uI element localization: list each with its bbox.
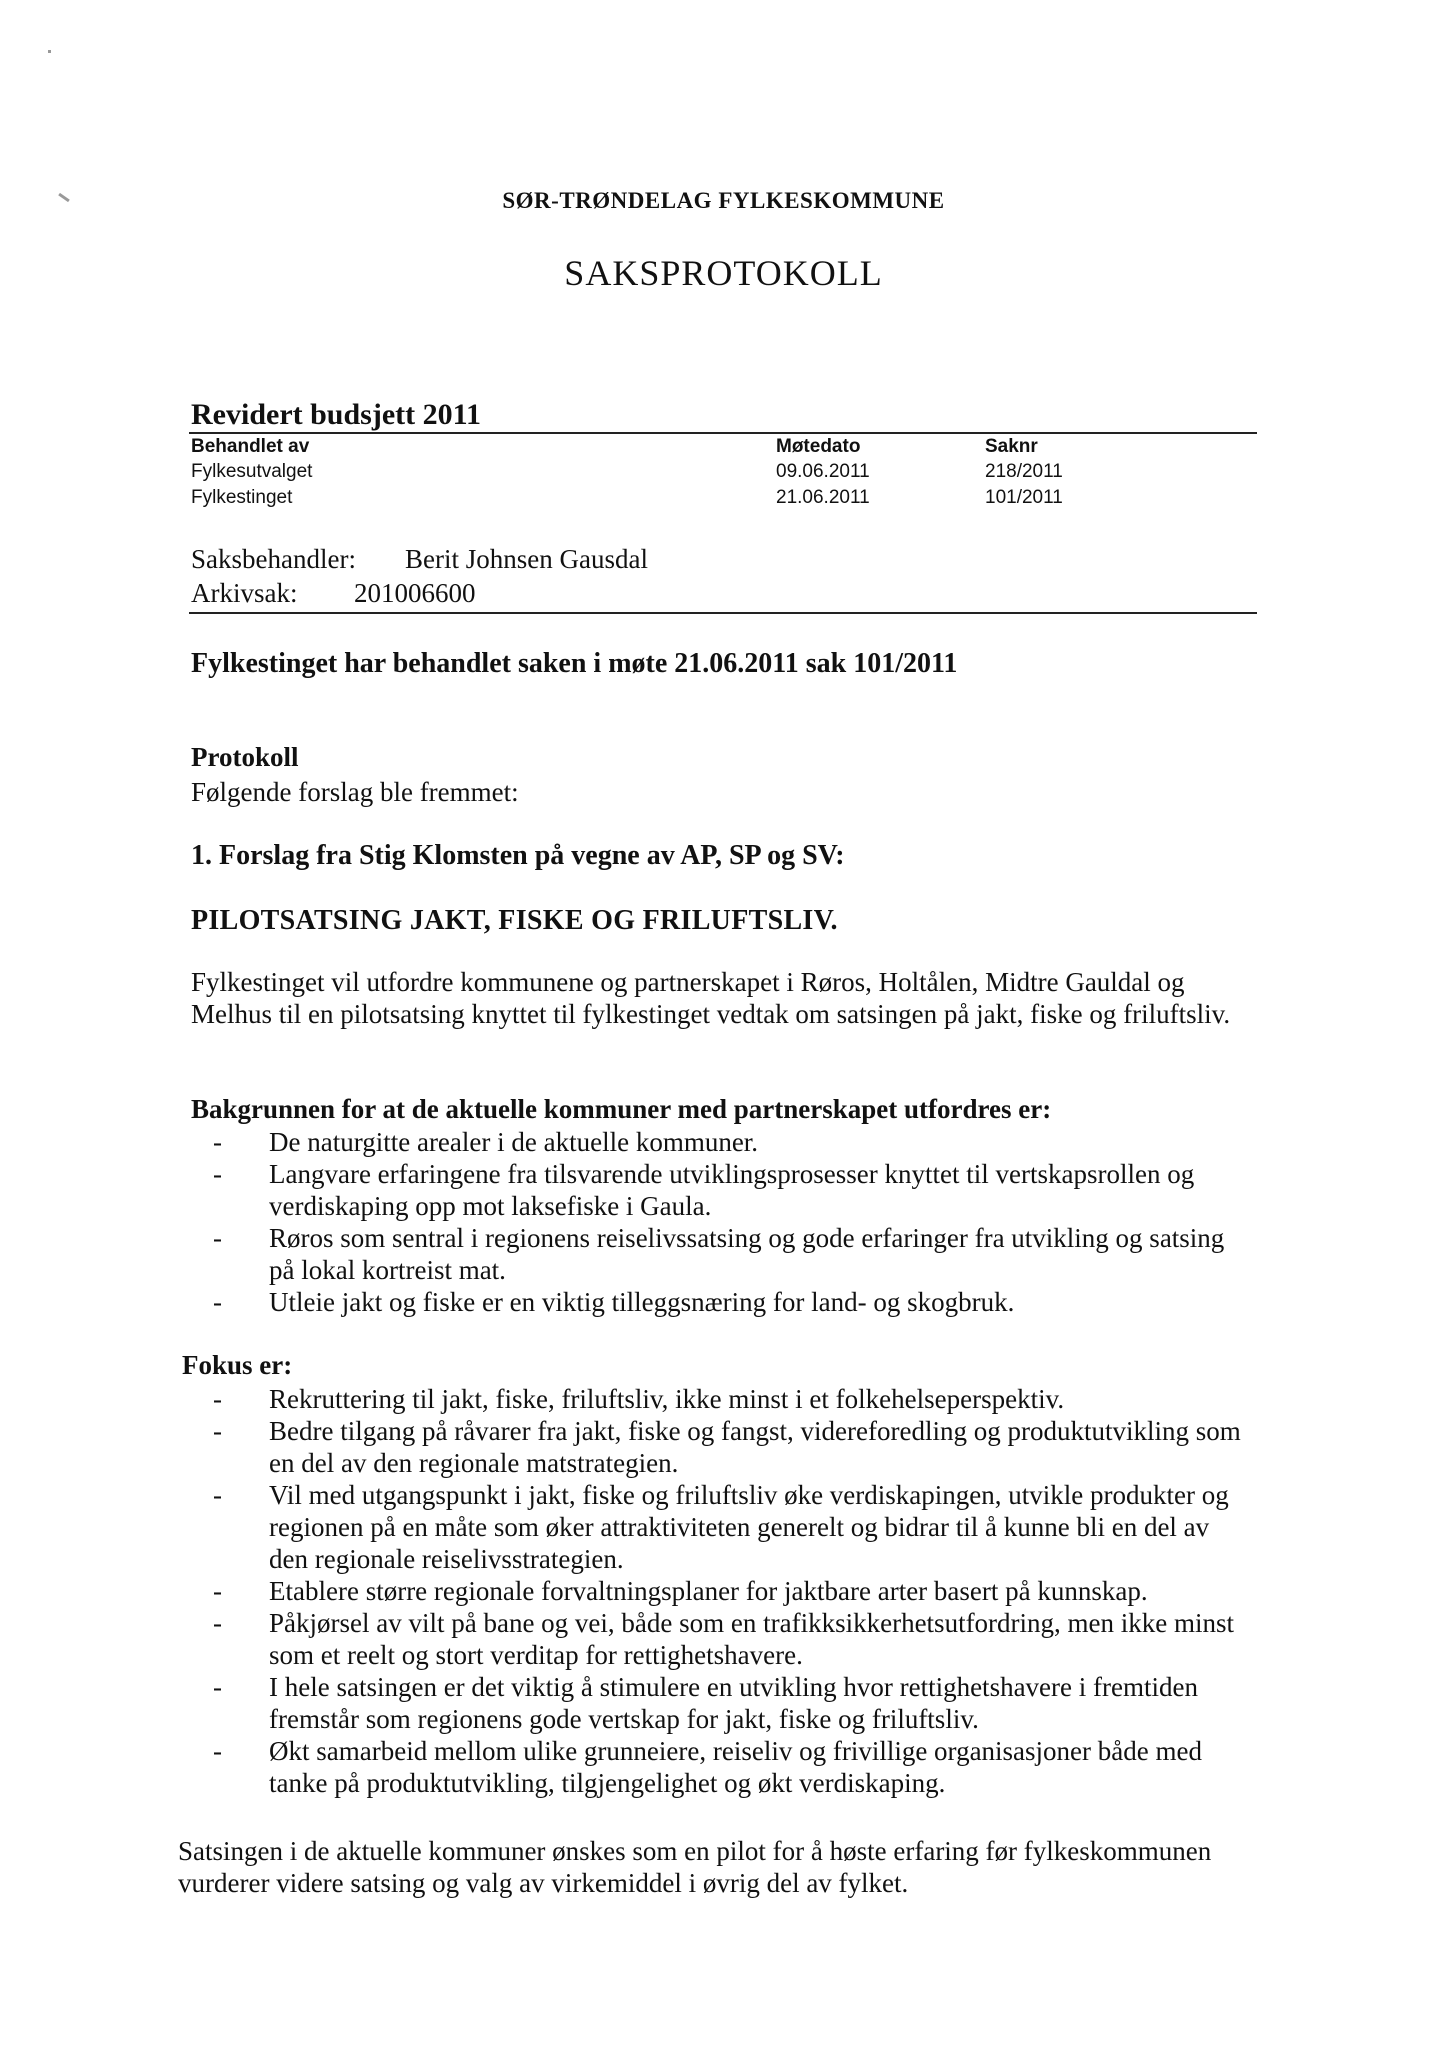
list-item-text: Langvare erfaringene fra tilsvarende utviklingsprosesser knyttet til vertskapsrollen og verdiskaping opp mot laksefiske i Gaula.: [269, 1159, 1195, 1221]
organization-name: SØR-TRØNDELAG FYLKESKOMMUNE: [502, 188, 945, 213]
table-cell: 101/2011: [985, 487, 1063, 508]
bullet-dash: -: [213, 1608, 222, 1638]
table-cell: 218/2011: [985, 461, 1063, 482]
list-item-text: Rekruttering til jakt, fiske, friluftsliv, ikke minst i et folkehelseperspektiv.: [269, 1384, 1065, 1414]
table-cell: 21.06.2011: [776, 487, 870, 508]
list-item: [213, 1286, 1243, 1318]
focus-heading: Fokus er:: [182, 1350, 293, 1380]
proposal-heading: 1. Forslag fra Stig Klomsten på vegne av AP, SP og SV:: [191, 840, 845, 871]
list-item-text: Påkjørsel av vilt på bane og vei, både som en trafikksikkerhetsutfordring, men ikke minst som et reelt og stort verditap for rettighetshavere.: [269, 1608, 1235, 1670]
bullet-dash: -: [213, 1159, 222, 1189]
bullet-dash: -: [213, 1223, 222, 1253]
arkivsak-value: 201006600: [354, 578, 476, 608]
proposal-title: PILOTSATSING JAKT, FISKE OG FRILUFTSLIV.: [191, 905, 838, 936]
list-item-text: Utleie jakt og fiske er en viktig tilleggsnæring for land- og skogbruk.: [269, 1287, 1015, 1317]
list-item-text: Røros som sentral i regionens reiselivssatsing og gode erfaringer fra utvikling og satsing på lokal kortreist mat.: [269, 1223, 1225, 1285]
page-title: SAKSPROTOKOLL: [564, 253, 883, 293]
bullet-dash: -: [213, 1480, 222, 1510]
list-item: [213, 1158, 1243, 1222]
list-item: [213, 1383, 1243, 1415]
closing-paragraph: Satsingen i de aktuelle kommuner ønskes som en pilot for å høste erfaring før fylkeskommunen vurderer videre satsing og valg av virkemiddel i øvrig del av fylket.: [178, 1836, 1212, 1898]
list-item: [213, 1415, 1243, 1479]
list-item-text: Bedre tilgang på råvarer fra jakt, fiske og fangst, videreforedling og produktutvikling som en del av den regionale matstrategien.: [269, 1416, 1241, 1478]
list-item: [213, 1222, 1243, 1286]
protokoll-heading: Protokoll: [191, 742, 299, 772]
treated-line: Fylkestinget har behandlet saken i møte 21.06.2011 sak 101/2011: [191, 648, 958, 679]
proposals-intro: Følgende forslag ble fremmet:: [191, 777, 519, 807]
bullet-dash: -: [213, 1736, 222, 1766]
list-item-text: De naturgitte arealer i de aktuelle kommuner.: [269, 1127, 759, 1157]
divider: [189, 432, 1257, 434]
saksbehandler-value: Berit Johnsen Gausdal: [405, 544, 648, 574]
saksbehandler-label: Saksbehandler:: [191, 544, 356, 574]
focus-list: [213, 1383, 1243, 1799]
list-item: [213, 1479, 1243, 1575]
table-cell: Fylkestinget: [191, 487, 293, 508]
arkivsak-label: Arkivsak:: [191, 578, 298, 608]
list-item: [213, 1735, 1243, 1799]
bullet-dash: -: [213, 1287, 222, 1317]
table-header-behandlet: Behandlet av: [191, 436, 310, 457]
list-item: [213, 1671, 1243, 1735]
list-item-text: Vil med utgangspunkt i jakt, fiske og friluftsliv øke verdiskapingen, utvikle produkter og regionen på en måte som øker attraktiviteten generelt og bidrar til å kunne bli en del av den regionale reiselivsstrategien.: [269, 1480, 1229, 1574]
table-cell: 09.06.2011: [776, 461, 870, 482]
bullet-dash: -: [213, 1416, 222, 1446]
list-item-text: I hele satsingen er det viktig å stimulere en utvikling hvor rettighetshavere i fremtiden fremstår som regionens gode vertskap for jakt, fiske og friluftsliv.: [269, 1672, 1198, 1734]
bullet-dash: -: [213, 1576, 222, 1606]
bullet-dash: -: [213, 1384, 222, 1414]
list-item-text: Økt samarbeid mellom ulike grunneiere, reiseliv og frivillige organisasjoner både med tanke på produktutvikling, tilgjengelighet og økt verdiskaping.: [269, 1736, 1202, 1798]
list-item: [213, 1126, 1243, 1158]
case-title: Revidert budsjett 2011: [191, 398, 481, 431]
list-item-text: Etablere større regionale forvaltningsplaner for jaktbare arter basert på kunnskap.: [269, 1576, 1148, 1606]
table-header-motedato: Møtedato: [776, 436, 861, 457]
bullet-dash: -: [213, 1672, 222, 1702]
bullet-dash: -: [213, 1127, 222, 1157]
scan-artifact: [48, 50, 51, 53]
table-header-saknr: Saknr: [985, 436, 1038, 457]
background-list: [213, 1126, 1243, 1318]
intro-paragraph: Fylkestinget vil utfordre kommunene og partnerskapet i Røros, Holtålen, Midtre Gauldal og Melhus til en pilotsatsing knyttet til fylkestinget vedtak om satsingen på jakt, fiske og friluftsliv.: [191, 967, 1231, 1029]
table-cell: Fylkesutvalget: [191, 461, 313, 482]
divider: [189, 612, 1257, 614]
list-item: [213, 1607, 1243, 1671]
list-item: [213, 1575, 1243, 1607]
background-heading: Bakgrunnen for at de aktuelle kommuner med partnerskapet utfordres er:: [191, 1094, 1052, 1124]
